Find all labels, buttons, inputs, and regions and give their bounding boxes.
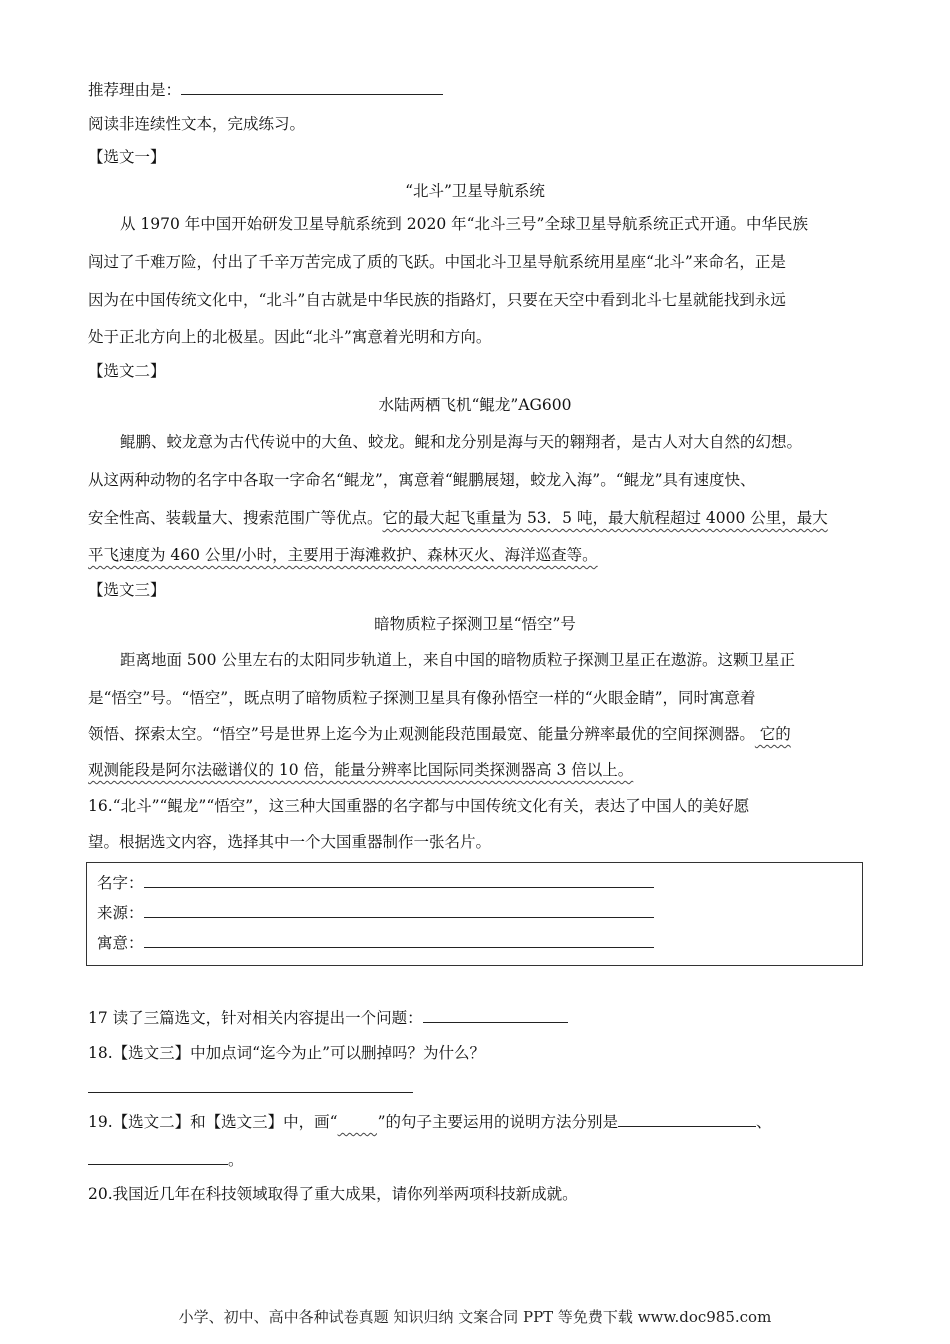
question-19-text-d: 。: [228, 1151, 244, 1169]
question-19-text-c: 、: [756, 1113, 772, 1131]
question-17-text: 17 读了三篇选文，针对相关内容提出一个问题：: [88, 1009, 423, 1027]
selection2-line3-wavy: 它的最大起飞重量为 53．5 吨，最大航程超过 4000 公里，最大: [382, 509, 828, 527]
selection3-line: [88, 724, 791, 744]
recommend-reason-blank[interactable]: [181, 80, 443, 95]
question-17-blank[interactable]: [423, 1008, 568, 1023]
selection1-title: “北斗”卫星导航系统: [405, 182, 545, 200]
question-18-blank[interactable]: [88, 1078, 413, 1093]
question-16-line1: 16.“北斗”“鲲龙”“悟空”，这三种大国重器的名字都与中国传统文化有关，表达了中国人的美好愿: [88, 797, 750, 815]
recommend-reason-label: 推荐理由是：: [88, 81, 182, 99]
question-16-line2: 望。根据选文内容，选择其中一个大国重器制作一张名片。: [88, 833, 492, 851]
selection2-line: 从这两种动物的名字中各取一字命名“鲲龙”，寓意着“鲲鹏展翅，蛟龙入海”。“鲲龙”具有速度快、: [88, 471, 756, 489]
selection2-title: 水陆两栖飞机“鲲龙”AG600: [378, 396, 572, 414]
selection2-line-wavy: 平飞速度为 460 公里/小时，主要用于海滩救护、森林灭火、海洋巡查等。: [88, 546, 598, 564]
card-meaning-row: [97, 933, 654, 953]
selection1-tag: 【选文一】: [88, 148, 166, 166]
selection3-title: 暗物质粒子探测卫星“悟空”号: [374, 615, 576, 633]
business-card-box: [86, 862, 863, 966]
selection3-line3-plain: 领悟、探索太空。“悟空”号是世界上迄今为止观测能段范围最宽、能量分辨率最优的空间探测器。: [88, 725, 755, 743]
selection2-line3-plain: 安全性高、装载量大、搜索范围广等优点。: [88, 509, 383, 527]
card-source-label: 来源：: [97, 904, 144, 922]
selection3-tag: 【选文三】: [88, 581, 166, 599]
reading-instruction: 阅读非连续性文本，完成练习。: [88, 115, 306, 133]
selection2-line: 鲲鹏、蛟龙意为古代传说中的大鱼、蛟龙。鲲和龙分别是海与天的翱翔者，是古人对大自然的幻想。: [120, 433, 803, 451]
selection3-line3-wavy: 它的: [754, 725, 791, 743]
selection1-line: 闯过了千难万险，付出了千辛万苦完成了质的飞跃。中国北斗卫星导航系统用星座“北斗”来命名，正是: [88, 253, 786, 271]
card-meaning-blank[interactable]: [144, 933, 654, 948]
question-18-text: 18.【选文三】中加点词“迄今为止”可以删掉吗？为什么？: [88, 1044, 486, 1062]
card-source-blank[interactable]: [144, 903, 654, 918]
card-source-row: [97, 903, 654, 923]
question-19: [88, 1112, 772, 1132]
question-19-blank-2[interactable]: [88, 1150, 228, 1165]
selection1-line: 处于正北方向上的北极星。因此“北斗”寓意着光明和方向。: [88, 328, 492, 346]
recommend-reason-line: [88, 80, 443, 100]
question-19-blank-1[interactable]: [618, 1112, 756, 1127]
question-19-text-b: ”的句子主要运用的说明方法分别是: [377, 1113, 619, 1131]
card-name-blank[interactable]: [144, 873, 654, 888]
card-name-row: [97, 873, 654, 893]
card-meaning-label: 寓意：: [97, 934, 144, 952]
selection1-line: 因为在中国传统文化中，“北斗”自古就是中华民族的指路灯，只要在天空中看到北斗七星就能找到永远: [88, 291, 786, 309]
question-19-text-a: 19.【选文二】和【选文三】中，画“: [88, 1113, 338, 1131]
selection1-line: 从 1970 年中国开始研发卫星导航系统到 2020 年“北斗三号”全球卫星导航系统正式开通。中华民族: [120, 215, 808, 233]
selection2-line: [88, 508, 828, 528]
card-name-label: 名字：: [97, 874, 144, 892]
selection3-line: 是“悟空”号。“悟空”，既点明了暗物质粒子探测卫星具有像孙悟空一样的“火眼金睛”，同时寓意着: [88, 689, 756, 707]
selection3-line-wavy: 观测能段是阿尔法磁谱仪的 10 倍，能量分辨率比国际同类探测器高 3 倍以上。: [88, 761, 634, 779]
page-footer: 小学、初中、高中各种试卷真题 知识归纳 文案合同 PPT 等免费下载 www.doc985.com: [178, 1308, 772, 1326]
selection2-tag: 【选文二】: [88, 362, 166, 380]
question-18-answer-line: [88, 1078, 413, 1098]
selection3-line: 距离地面 500 公里左右的太阳同步轨道上，来自中国的暗物质粒子探测卫星正在遨游。这颗卫星正: [120, 651, 795, 669]
wavy-line-sample: [338, 1112, 378, 1132]
question-19-line2: [88, 1150, 244, 1170]
question-17: [88, 1008, 568, 1028]
question-20-text: 20.我国近几年在科技领域取得了重大成果，请你列举两项科技新成就。: [88, 1185, 578, 1203]
